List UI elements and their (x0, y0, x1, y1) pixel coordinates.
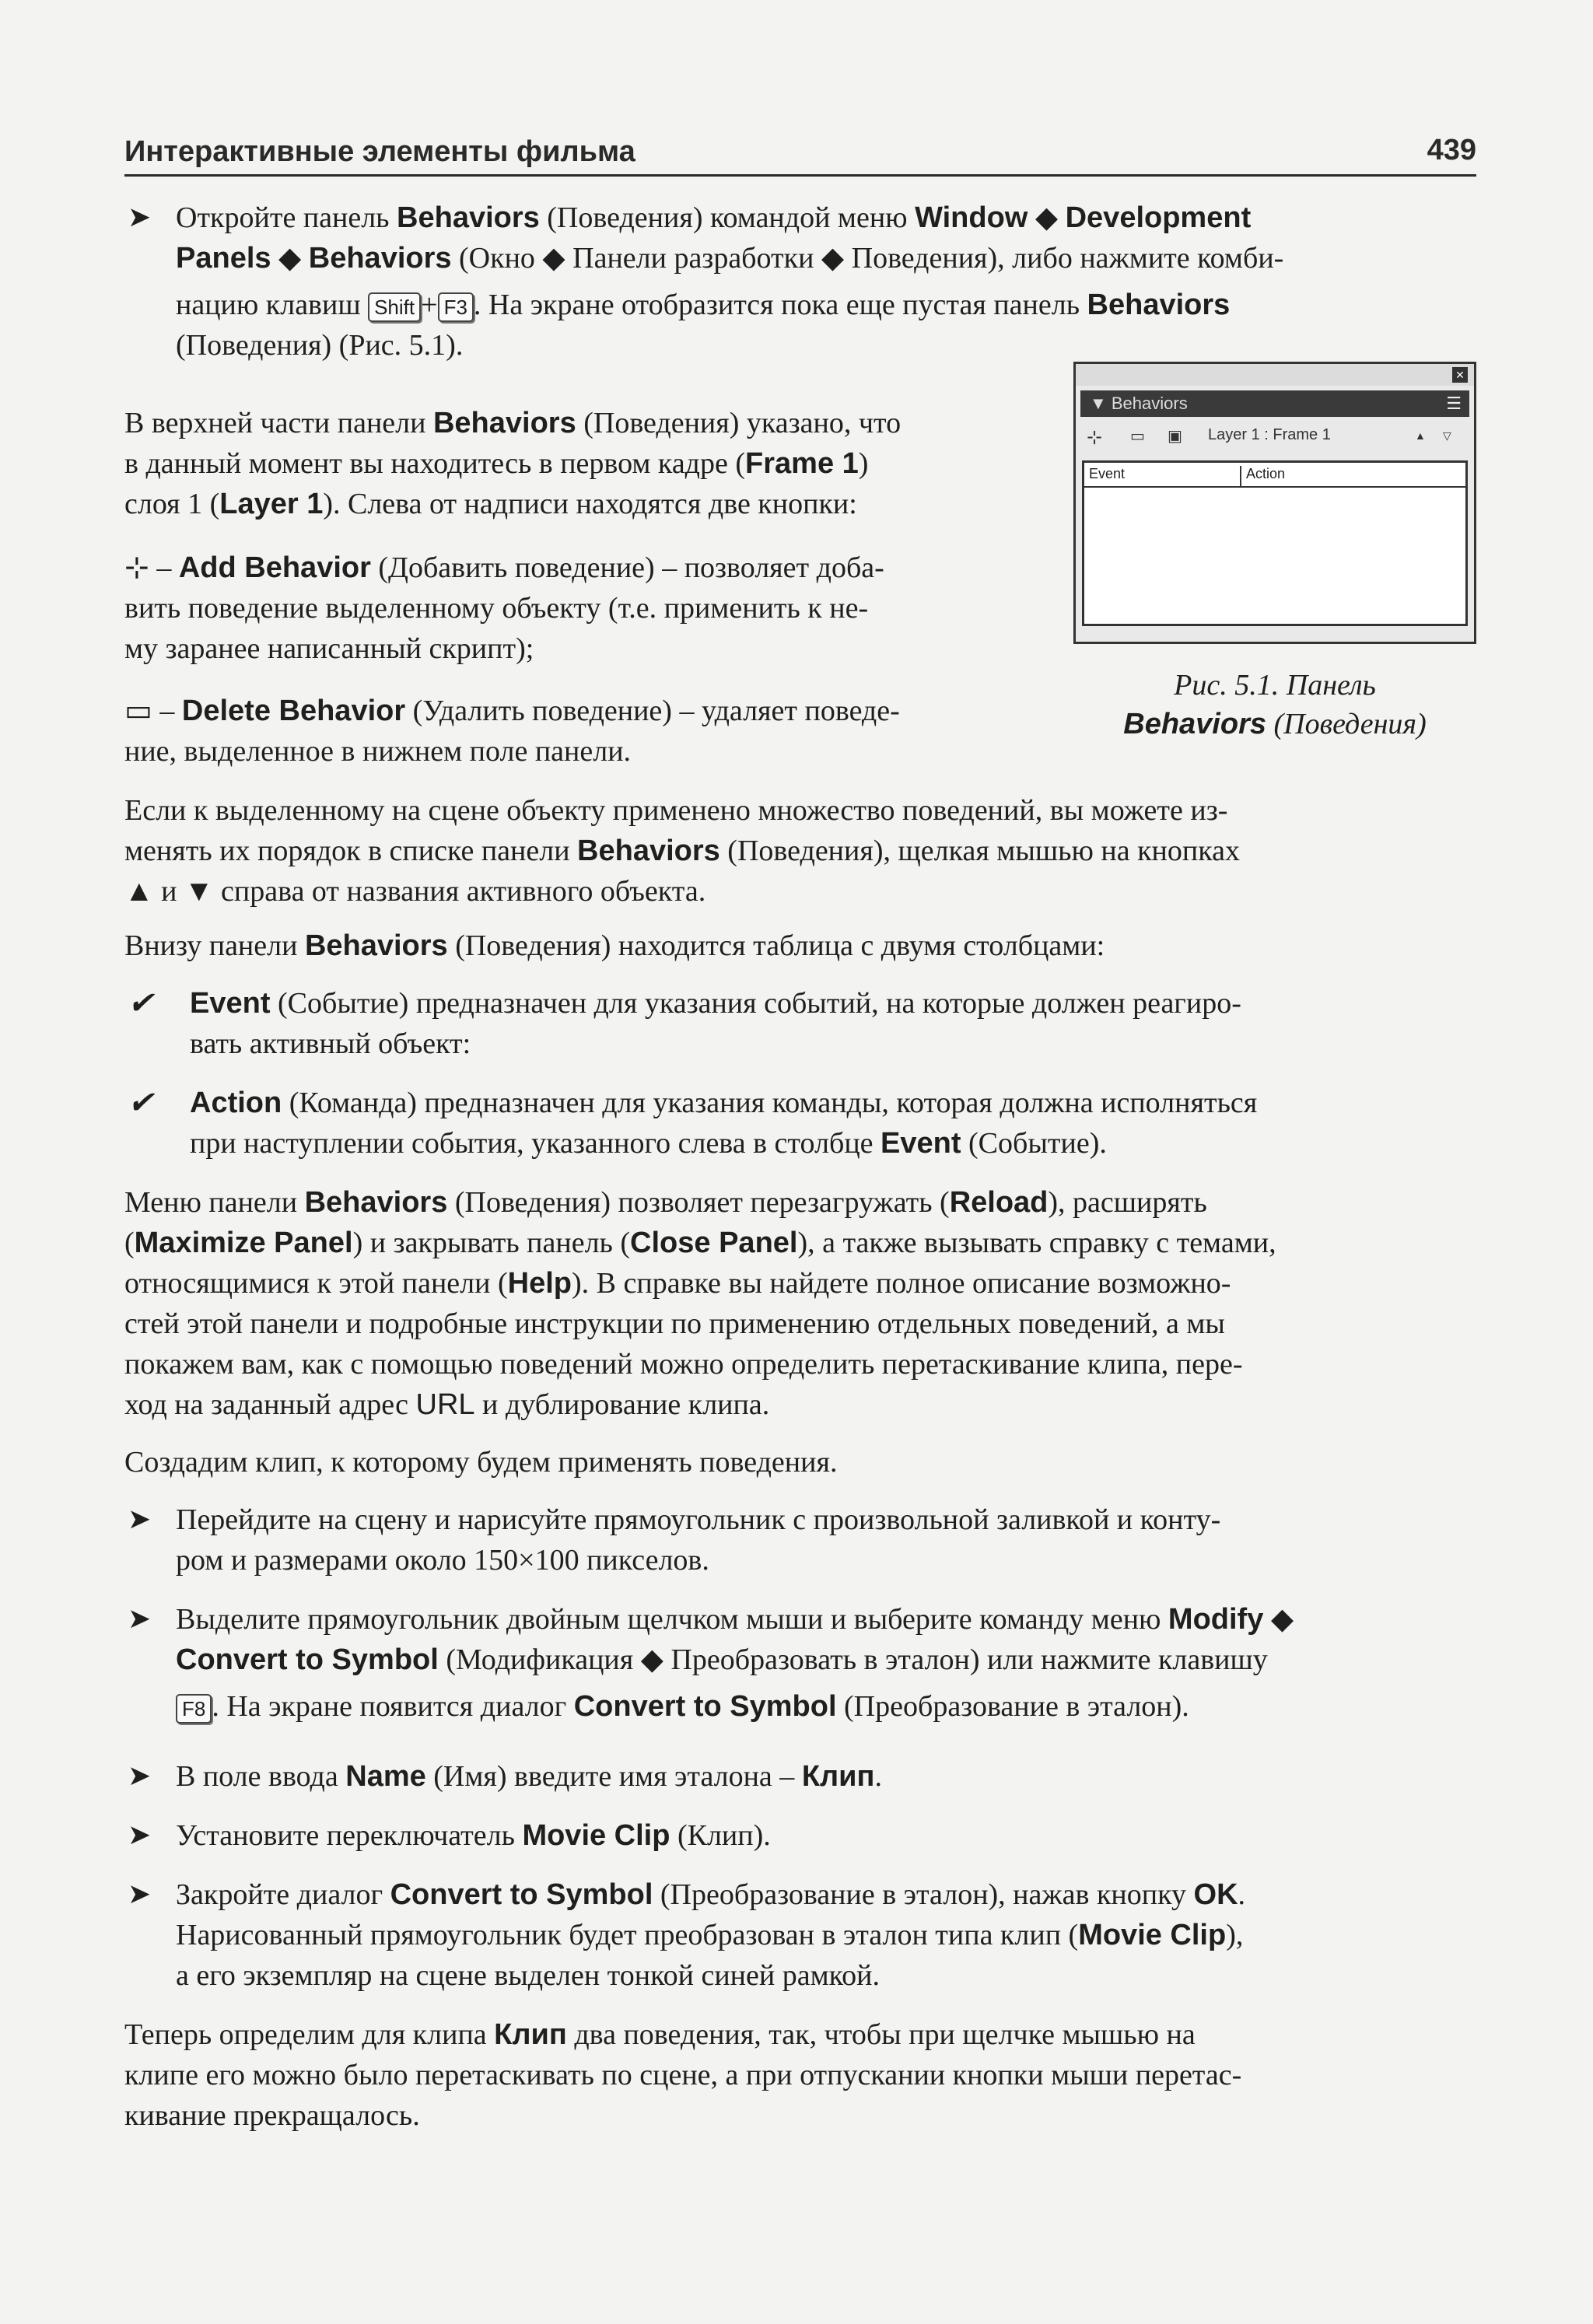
bullet-arrow: ➤ (128, 1603, 152, 1634)
panel-title-bar[interactable] (1080, 390, 1469, 417)
page-number: 439 (1427, 134, 1476, 166)
panel-title: ▼ Behaviors (1090, 394, 1188, 413)
bullet-arrow: ➤ (128, 1503, 152, 1535)
move-down-button[interactable]: ▽ (1443, 429, 1451, 442)
paragraph-table: Внизу панели Behaviors (Поведения) находится таблица с двумя столбцами: (124, 929, 1105, 962)
item-event: Event (Событие) предназначен для указания событий, на которые должен реагиро- вать активный объект: (190, 987, 1241, 1060)
running-header (124, 131, 1476, 177)
behaviors-table[interactable] (1082, 460, 1468, 626)
move-up-button[interactable]: ▲ (1415, 429, 1426, 442)
column-action: Action (1240, 466, 1285, 486)
close-icon[interactable]: ✕ (1452, 367, 1468, 383)
bullet-arrow: ➤ (128, 1878, 152, 1909)
paragraph-create-clip: Создадим клип, к которому будем применять поведения. (124, 1446, 838, 1479)
bullet-arrow: ➤ (128, 201, 152, 233)
step-draw-rectangle: Перейдите на сцену и нарисуйте прямоугольник с произвольной заливкой и конту- ром и размерами около 150×100 пикселов. (176, 1503, 1221, 1577)
step-convert-symbol: Выделите прямоугольник двойным щелчком мыши и выберите команду меню Modify ◆ Convert to Symbol (Модификация ◆ Преобразовать в эталон) или нажмите клавишу F8 . На экране появится диалог Convert to Symbol (Преобразование в эталон). (176, 1603, 1294, 1723)
add-behavior-description: ⊹ – Add Behavior (Добавить поведение) – позволяет доба- вить поведение выделенному объекту (т.е. применить к не- му заранее написанный скрипт); (124, 551, 884, 665)
delete-behavior-button[interactable]: ▭ (1130, 428, 1145, 445)
paragraph-define-behaviors: Теперь определим для клипа Клип два поведения, так, чтобы при щелчке мышью на клипе его можно было перетаскивать по сцене, а при отпускании кнопки мыши перетас- кивание прекращалось. (124, 2018, 1242, 2132)
header-title: Интерактивные элементы фильма (124, 135, 635, 168)
shift-key: Shift (368, 292, 421, 322)
paragraph-panel-top: В верхней части панели Behaviors (Поведения) указано, что в данный момент вы находитесь в первом кадре (Frame 1) слоя 1 (Layer 1). Слева от надписи находятся две кнопки: (124, 407, 902, 520)
bullet-arrow: ➤ (128, 1760, 152, 1791)
paragraph-menu: Меню панели Behaviors (Поведения) позволяет перезагружать (Reload), расширять (Maximize Panel) и закрывать панель (Close Panel), а также вызывать справку с темами, относящимися к этой панели (Help). В справке вы найдете полное описание возможно- стей этой панели и подробные инструкции по применению отдельных поведений, а мы покажем вам, как с помощью поведений можно определить перетаскивание клипа, пере- ход на заданный адрес URL и дублирование клипа. (124, 1186, 1276, 1421)
step-name-field: В поле ввода Name (Имя) введите имя эталона – Клип. (176, 1760, 882, 1793)
bullet-arrow: ➤ (128, 1819, 152, 1850)
figure-caption: Рис. 5.1. Панель Behaviors (Поведения) (1123, 669, 1427, 740)
column-event: Event (1089, 466, 1126, 481)
step-movie-clip: Установите переключатель Movie Clip (Клип). (176, 1819, 771, 1852)
delete-behavior-icon: ▭ (124, 695, 152, 727)
layer-frame-label: Layer 1 : Frame 1 (1208, 426, 1331, 443)
add-behavior-icon: ⊹ (124, 551, 149, 584)
panel-toolbar (1080, 420, 1469, 454)
delete-behavior-description: ▭ – Delete Behavior (Удалить поведение) – удаляет поведе- ние, выделенное в нижнем поле панели. (124, 695, 900, 768)
table-header (1084, 463, 1465, 488)
paragraph-order: Если к выделенному на сцене объекту применено множество поведений, вы можете из- менять их порядок в списке панели Behaviors (Поведения), щелкая мышью на кнопках ▲ и ▼ справа от названия активного объекта. (124, 794, 1240, 908)
panel-menu-icon[interactable]: ☰ (1446, 394, 1462, 413)
document-icon: ▣ (1168, 428, 1182, 445)
add-behavior-button[interactable]: ⊹ (1087, 427, 1103, 448)
bullet-open-panel: Откройте панель Behaviors (Поведения) командой меню Window ◆ Development Panels ◆ Behaviors (Окно ◆ Панели разработки ◆ Поведения), либо нажмите комби- нацию клавиш Shift + F3 . На экране отобразится пока еще пустая панель Behaviors (Поведения) (Рис. 5.1). (176, 201, 1284, 362)
f8-key: F8 (176, 1694, 212, 1724)
item-action: Action (Команда) предназначен для указания команды, которая должна исполняться при наступлении события, указанного слева в столбце Event (Событие). (190, 1087, 1258, 1160)
panel-top-bar (1076, 364, 1474, 386)
check-mark: ✔ (128, 1085, 154, 1120)
step-close-dialog: Закройте диалог Convert to Symbol (Преобразование в эталон), нажав кнопку OK. Нарисованный прямоугольник будет преобразован в эталон типа клип (Movie Clip), а его экземпляр на сцене выделен тонкой синей рамкой. (176, 1878, 1246, 1992)
check-mark: ✔ (128, 985, 154, 1020)
behaviors-panel-figure (1073, 362, 1476, 644)
f3-key: F3 (438, 292, 474, 322)
